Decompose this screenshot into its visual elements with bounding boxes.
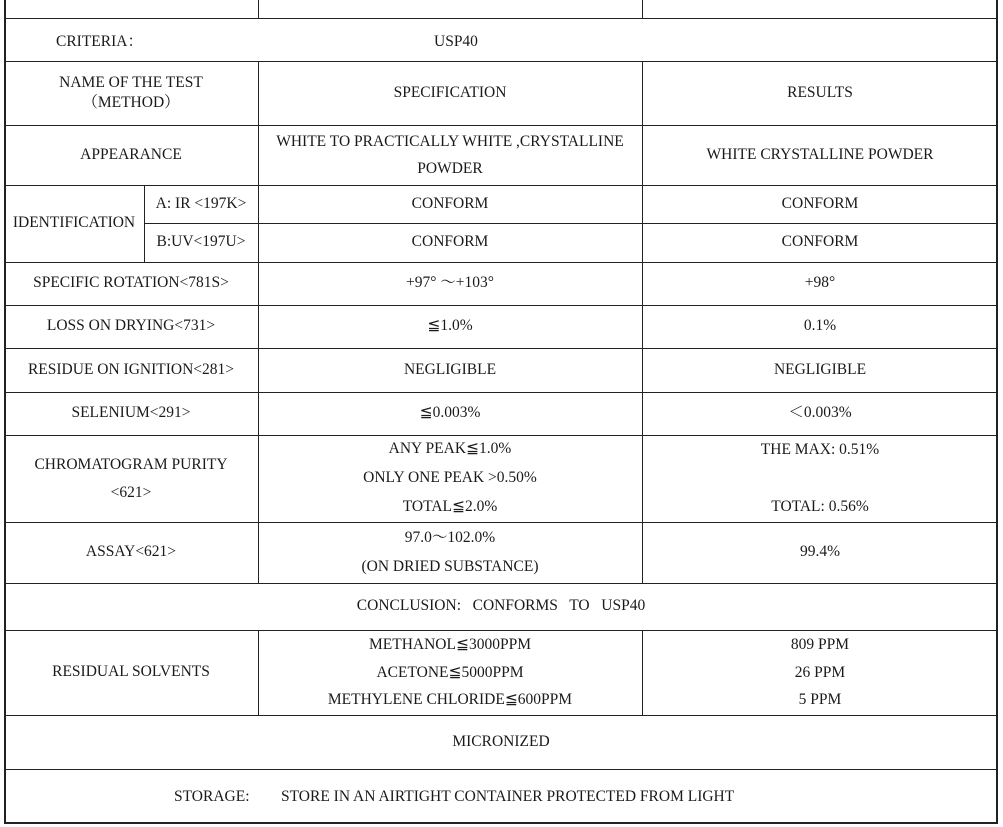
row-divider	[4, 769, 998, 770]
residual-solvents-result-line3: 5 PPM	[798, 691, 842, 709]
identification-a-spec: CONFORM	[411, 194, 489, 212]
chromatogram-result-line3: TOTAL: 0.56%	[771, 497, 869, 515]
specific-rotation-name: SPECIFIC ROTATION<781S>	[33, 274, 229, 292]
selenium-result: ＜0.003%	[788, 404, 852, 422]
micronized-text: MICRONIZED	[452, 732, 550, 750]
appearance-spec-line2: POWDER	[417, 160, 483, 177]
chromatogram-spec	[258, 435, 642, 522]
chromatogram-result-line1: THE MAX: 0.51%	[760, 440, 880, 458]
header-test-line1: NAME OF THE TEST	[59, 73, 203, 91]
chromatogram-spec-line1: ANY PEAK≦1.0%	[388, 440, 512, 458]
appearance-spec-line1: WHITE TO PRACTICALLY WHITE ,CRYSTALLINE	[276, 132, 624, 150]
identification-name: IDENTIFICATION	[12, 214, 136, 232]
residual-solvents-spec-line2: ACETONE≦5000PPM	[376, 663, 524, 681]
residual-solvents-spec-line3: METHYLENE CHLORIDE≦600PPM	[327, 691, 573, 709]
row-divider	[4, 18, 998, 19]
identification-b-method: B:UV<197U>	[156, 233, 246, 251]
header-results: RESULTS	[787, 83, 853, 101]
identification-a-result: CONFORM	[781, 194, 859, 212]
identification-a-method: A: IR <197K>	[155, 194, 247, 212]
loss-on-drying-name: LOSS ON DRYING<731>	[46, 317, 216, 335]
residual-solvents-result-line1: 809 PPM	[790, 635, 850, 653]
residual-solvents-spec-line1: METHANOL≦3000PPM	[369, 635, 531, 653]
appearance-spec	[258, 125, 642, 185]
chromatogram-name	[4, 435, 258, 522]
chromatogram-name-line1: CHROMATOGRAM PURITY	[34, 456, 228, 474]
chromatogram-name-line2: <621>	[110, 483, 152, 501]
criteria-label: CRITERIA：	[56, 32, 143, 50]
header-specification: SPECIFICATION	[393, 83, 507, 101]
loss-on-drying-result: 0.1%	[803, 317, 837, 335]
residue-on-ignition-spec: NEGLIGIBLE	[403, 360, 497, 378]
chromatogram-spec-line3: TOTAL≦2.0%	[402, 497, 498, 515]
specific-rotation-spec: +97° ～+103°	[405, 274, 494, 292]
chromatogram-result	[642, 435, 998, 522]
residual-solvents-name: RESIDUAL SOLVENTS	[52, 663, 210, 681]
selenium-name: SELENIUM<291>	[71, 404, 191, 422]
storage-value: STORE IN AN AIRTIGHT CONTAINER PROTECTED FROM LIGHT	[281, 787, 735, 805]
header-test-name	[4, 61, 258, 125]
header-test-line2: （METHOD）	[82, 94, 180, 111]
col-divider	[642, 0, 643, 18]
assay-spec	[258, 522, 642, 583]
residual-solvents-result-line2: 26 PPM	[794, 663, 846, 681]
residual-solvents-spec	[258, 630, 642, 715]
conclusion-text: CONCLUSION: CONFORMS TO USP40	[356, 597, 646, 615]
selenium-spec: ≦0.003%	[419, 404, 481, 422]
loss-on-drying-spec: ≦1.0%	[427, 317, 473, 335]
identification-b-spec: CONFORM	[411, 233, 489, 251]
storage-label: STORAGE:	[174, 787, 250, 805]
residue-on-ignition-result: NEGLIGIBLE	[773, 360, 867, 378]
criteria-value: USP40	[434, 32, 478, 50]
chromatogram-spec-line2: ONLY ONE PEAK >0.50%	[363, 469, 537, 487]
appearance-result: WHITE CRYSTALLINE POWDER	[706, 145, 934, 163]
assay-spec-line2: (ON DRIED SUBSTANCE)	[361, 557, 539, 575]
assay-name: ASSAY<621>	[85, 543, 177, 561]
specific-rotation-result: +98°	[804, 274, 836, 292]
assay-spec-line1: 97.0～102.0%	[404, 528, 496, 546]
assay-result: 99.4%	[799, 543, 841, 561]
residual-solvents-result	[642, 630, 998, 715]
identification-b-result: CONFORM	[781, 233, 859, 251]
col-divider	[258, 0, 259, 18]
residue-on-ignition-name: RESIDUE ON IGNITION<281>	[27, 360, 235, 378]
appearance-name: APPEARANCE	[80, 145, 182, 163]
